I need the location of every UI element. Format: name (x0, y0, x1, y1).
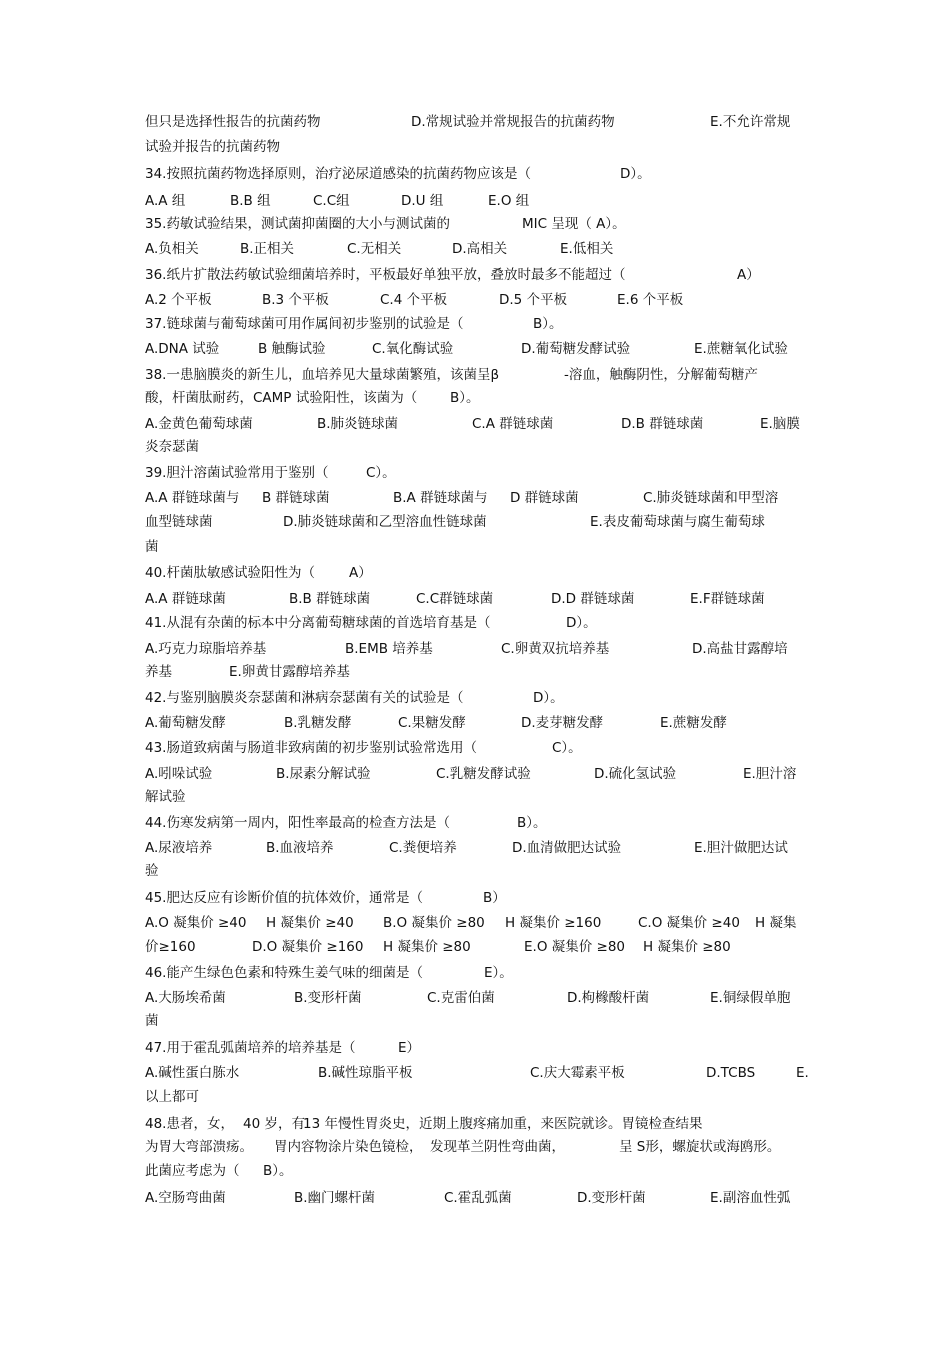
text-segment: -溶血，触酶阴性，分解葡萄糖产 (564, 367, 758, 383)
text-segment: A.葡萄糖发酵 (145, 715, 226, 731)
text-segment: C.克雷伯菌 (427, 990, 495, 1006)
text-segment: B）。 (517, 815, 547, 831)
text-segment: C.粪便培养 (389, 840, 457, 856)
text-segment: E.卵黄甘露醇培养基 (229, 664, 350, 680)
text-segment: E.蔗糖发酵 (660, 715, 727, 731)
text-segment: 35.药敏试验结果，测试菌抑菌圈的大小与测试菌的 (145, 216, 450, 232)
text-segment: E.低相关 (560, 241, 614, 257)
text-segment: D.枸橼酸杆菌 (567, 990, 650, 1006)
text-segment: D.常规试验并常规报告的抗菌药物 (411, 114, 615, 130)
text-segment: H 凝集价 ≥80 (383, 939, 471, 955)
text-segment: B.尿素分解试验 (276, 766, 371, 782)
text-segment: H 凝集价 ≥40 (266, 915, 354, 931)
text-segment: A.尿液培养 (145, 840, 213, 856)
text-segment: 呈 S形，螺旋状或海鸥形。 (619, 1139, 781, 1155)
text-segment: B）。 (450, 390, 480, 406)
text-segment: C.无相关 (347, 241, 402, 257)
text-segment: E.不允许常规 (710, 114, 791, 130)
text-segment: B）。 (263, 1163, 293, 1179)
text-segment: E.6 个平板 (617, 292, 684, 308)
text-segment: H 凝集 (755, 915, 797, 931)
text-segment: 炎奈瑟菌 (145, 439, 199, 455)
text-segment: C.氧化酶试验 (372, 341, 454, 357)
text-segment: B）。 (533, 316, 563, 332)
text-segment: 胃内容物涂片染色镜检， (274, 1139, 423, 1155)
text-segment: MIC 呈现（ A）。 (522, 216, 626, 232)
text-segment: E.蔗糖氧化试验 (694, 341, 788, 357)
text-segment: B.B 组 (230, 193, 271, 209)
text-segment: D.肺炎链球菌和乙型溶血性链球菌 (283, 514, 487, 530)
text-segment: E.胆汁溶 (743, 766, 797, 782)
text-segment: B.EMB 培养基 (345, 641, 433, 657)
text-segment: A.A 群链球菌与 (145, 490, 240, 506)
text-segment: B.变形杆菌 (294, 990, 362, 1006)
text-segment: E.胆汁做肥达试 (694, 840, 788, 856)
text-segment: C.A 群链球菌 (472, 416, 554, 432)
text-segment: H 凝集价 ≥80 (643, 939, 731, 955)
text-segment: C.乳糖发酵试验 (436, 766, 531, 782)
text-segment: 以上都可 (145, 1089, 199, 1105)
text-segment: B.A 群链球菌与 (393, 490, 488, 506)
text-segment: 此菌应考虑为（ (145, 1163, 240, 1179)
text-segment: D.葡萄糖发酵试验 (521, 341, 631, 357)
text-segment: E.O 凝集价 ≥80 (524, 939, 626, 955)
text-segment: 酸，杆菌肽耐药，CAMP 试验阳性，该菌为（ (145, 390, 418, 406)
text-segment: D.TCBS (706, 1065, 756, 1081)
text-segment: D.B 群链球菌 (621, 416, 704, 432)
text-segment: D.麦芽糖发酵 (521, 715, 604, 731)
text-segment: 40.杆菌肽敏感试验阳性为（ (145, 565, 315, 581)
text-segment: A.碱性蛋白胨水 (145, 1065, 240, 1081)
text-segment: B 群链球菌 (262, 490, 330, 506)
text-segment: C）。 (366, 465, 396, 481)
text-segment: A.空肠弯曲菌 (145, 1190, 226, 1206)
text-segment: B 触酶试验 (258, 341, 326, 357)
text-segment: C.果糖发酵 (398, 715, 466, 731)
text-segment: B.乳糖发酵 (284, 715, 352, 731)
text-segment: B.3 个平板 (262, 292, 329, 308)
text-segment: C.C群链球菌 (416, 591, 494, 607)
text-segment: E.表皮葡萄球菌与腐生葡萄球 (590, 514, 765, 530)
text-segment: A.负相关 (145, 241, 199, 257)
text-segment: D.高相关 (452, 241, 508, 257)
text-segment: D.变形杆菌 (577, 1190, 646, 1206)
text-segment: A.O 凝集价 ≥40 (145, 915, 247, 931)
text-segment: E.F群链球菌 (690, 591, 765, 607)
text-segment: B.B 群链球菌 (289, 591, 371, 607)
text-segment: 菌 (145, 1013, 159, 1029)
text-segment: A.巧克力琼脂培养基 (145, 641, 267, 657)
text-segment: 37.链球菌与葡萄球菌可用作属间初步鉴别的试验是（ (145, 316, 464, 332)
text-segment: 34.按照抗菌药物选择原则，治疗泌尿道感染的抗菌药物应该是（ (145, 166, 531, 182)
text-segment: A.A 群链球菌 (145, 591, 226, 607)
text-segment: 43.肠道致病菌与肠道非致病菌的初步鉴别试验常选用（ (145, 740, 477, 756)
text-segment: 47.用于霍乱弧菌培养的培养基是（ (145, 1040, 356, 1056)
text-segment: C.O 凝集价 ≥40 (638, 915, 740, 931)
text-segment: C.庆大霉素平板 (530, 1065, 625, 1081)
text-segment: 45.肥达反应有诊断价值的抗体效价，通常是（ (145, 890, 423, 906)
text-segment: 价≥160 (145, 939, 196, 955)
text-segment: 但只是选择性报告的抗菌药物 (145, 114, 321, 130)
text-segment: D.5 个平板 (499, 292, 568, 308)
text-segment: B.正相关 (240, 241, 295, 257)
text-segment: A.DNA 试验 (145, 341, 220, 357)
text-segment: B.碱性琼脂平板 (318, 1065, 413, 1081)
text-segment: 发现革兰阴性弯曲菌， (430, 1139, 565, 1155)
text-segment: 48.患者，女， (145, 1116, 234, 1132)
text-segment: D）。 (566, 615, 597, 631)
text-segment: A.2 个平板 (145, 292, 212, 308)
text-segment: 40 岁，有 (243, 1116, 305, 1132)
text-segment: D 群链球菌 (510, 490, 579, 506)
text-segment: A.A 组 (145, 193, 186, 209)
text-segment: A） (349, 565, 372, 581)
text-segment: C.霍乱弧菌 (444, 1190, 512, 1206)
text-segment: 46.能产生绿色色素和特殊生姜气味的细菌是（ (145, 965, 423, 981)
text-segment: B.幽门螺杆菌 (294, 1190, 376, 1206)
text-segment: 39.胆汁溶菌试验常用于鉴别（ (145, 465, 329, 481)
text-segment: E. (796, 1065, 809, 1081)
text-segment: H 凝集价 ≥160 (505, 915, 602, 931)
text-segment: E）。 (484, 965, 513, 981)
text-segment: E.脑膜 (760, 416, 800, 432)
text-segment: D.U 组 (401, 193, 444, 209)
text-segment: 44.伤寒发病第一周内，阳性率最高的检查方法是（ (145, 815, 450, 831)
text-segment: B） (483, 890, 506, 906)
text-segment: B.肺炎链球菌 (317, 416, 399, 432)
text-segment: D.O 凝集价 ≥160 (252, 939, 364, 955)
text-segment: D.D 群链球菌 (551, 591, 635, 607)
text-segment: 为胃大弯部溃疡。 (145, 1139, 253, 1155)
text-segment: 菌 (145, 539, 159, 555)
text-segment: 36.纸片扩散法药敏试验细菌培养时，平板最好单独平放，叠放时最多不能超过（ (145, 267, 626, 283)
text-segment: 解试验 (145, 789, 186, 805)
text-segment: 38.一患脑膜炎的新生儿，血培养见大量球菌繁殖，该菌呈β (145, 367, 500, 383)
text-segment: D.血清做肥达试验 (512, 840, 622, 856)
text-segment: A） (737, 267, 760, 283)
text-segment: E.O 组 (488, 193, 530, 209)
text-segment: B.血液培养 (266, 840, 334, 856)
text-segment: 血型链球菌 (145, 514, 213, 530)
text-segment: 13 年慢性胃炎史，近期上腹疼痛加重，来医院就诊。胃镜检查结果 (303, 1116, 703, 1132)
text-segment: E.副溶血性弧 (710, 1190, 791, 1206)
text-segment: D.高盐甘露醇培 (692, 641, 788, 657)
text-segment: C）。 (552, 740, 582, 756)
text-segment: 41.从混有杂菌的标本中分离葡萄糖球菌的首选培育基是（ (145, 615, 491, 631)
text-segment: D.硫化氢试验 (594, 766, 677, 782)
text-segment: A.金黄色葡萄球菌 (145, 416, 253, 432)
text-segment: A.大肠埃希菌 (145, 990, 226, 1006)
text-segment: C.4 个平板 (380, 292, 448, 308)
text-segment: D）。 (533, 690, 564, 706)
text-segment: C.卵黄双抗培养基 (501, 641, 610, 657)
text-segment: 试验并报告的抗菌药物 (145, 139, 280, 155)
text-segment: B.O 凝集价 ≥80 (383, 915, 485, 931)
text-segment: C.C组 (313, 193, 350, 209)
text-segment: E） (398, 1040, 421, 1056)
text-segment: 42.与鉴别脑膜炎奈瑟菌和淋病奈瑟菌有关的试验是（ (145, 690, 464, 706)
text-segment: A.吲哚试验 (145, 766, 213, 782)
text-segment: 验 (145, 863, 159, 879)
text-segment: E.铜绿假单胞 (710, 990, 791, 1006)
text-segment: C.肺炎链球菌和甲型溶 (643, 490, 779, 506)
text-segment: D）。 (620, 166, 651, 182)
text-segment: 养基 (145, 664, 172, 680)
